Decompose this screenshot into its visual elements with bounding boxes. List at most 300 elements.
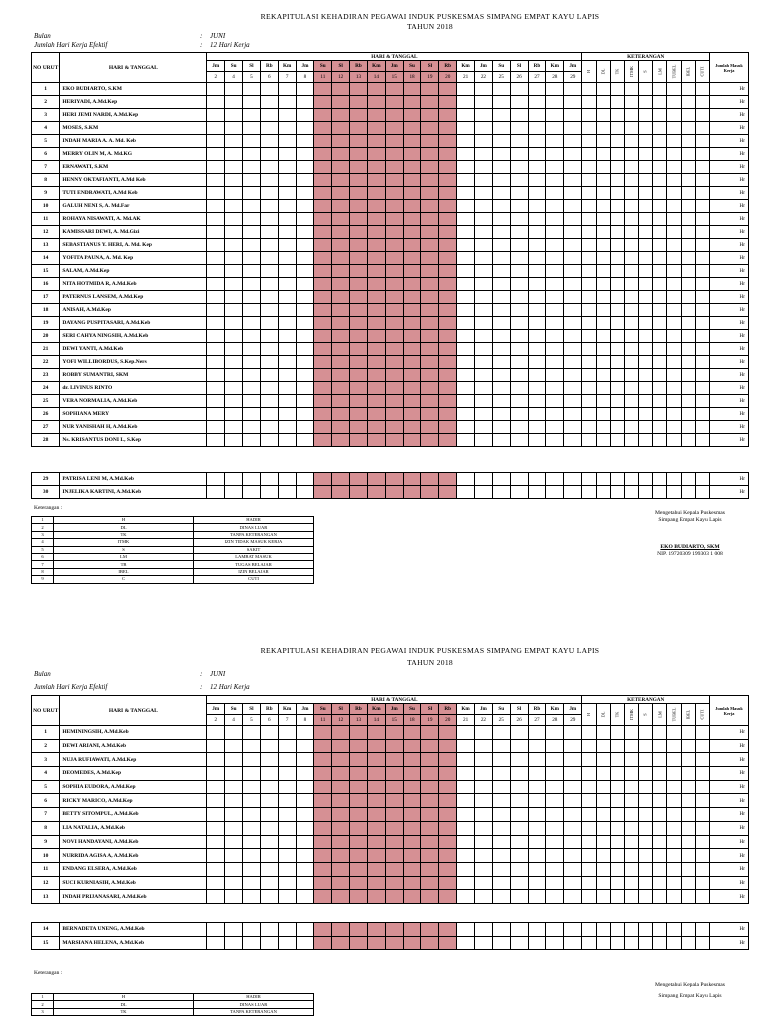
day-name-cell: Km: [546, 61, 564, 72]
attendance-cell: [314, 922, 332, 936]
date-cell: 7: [278, 715, 296, 726]
attendance-cell: [260, 148, 278, 161]
attendance-cell: [278, 369, 296, 382]
attendance-cell: [385, 726, 403, 740]
attendance-cell: [403, 83, 421, 96]
attendance-cell: [564, 148, 582, 161]
attendance-cell: [564, 187, 582, 200]
attendance-cell: [510, 821, 528, 835]
employee-name: NITA HOTMIDA R, A.Md.Keb: [60, 278, 207, 291]
attendance-cell: [421, 408, 439, 421]
attendance-cell: [260, 174, 278, 187]
status-code-header: [610, 704, 624, 726]
status-count-cell: [695, 780, 709, 794]
status-count-cell: [610, 291, 624, 304]
attendance-cell: [510, 148, 528, 161]
attendance-cell: [439, 226, 457, 239]
employee-number: 6: [32, 794, 60, 808]
attendance-cell: [439, 278, 457, 291]
employee-number: 17: [32, 291, 60, 304]
attendance-cell: [564, 808, 582, 822]
status-count-cell: [582, 122, 596, 135]
attendance-cell: [439, 890, 457, 904]
attendance-cell: [332, 408, 350, 421]
attendance-cell: [207, 356, 225, 369]
attendance-cell: [528, 174, 546, 187]
status-count-cell: [610, 808, 624, 822]
attendance-cell: [510, 317, 528, 330]
date-cell: 6: [260, 72, 278, 83]
employee-row: [32, 96, 749, 109]
attendance-cell: [421, 780, 439, 794]
attendance-cell: [528, 213, 546, 226]
day-name-cell: Jm: [296, 61, 314, 72]
status-count-cell: [596, 808, 610, 822]
legend-code: H: [54, 994, 194, 1001]
attendance-cell: [528, 343, 546, 356]
employee-number: 25: [32, 395, 60, 408]
status-count-cell: [681, 343, 695, 356]
status-count-cell: [653, 291, 667, 304]
hari-kerja-colon: :: [200, 41, 203, 49]
status-count-cell: [695, 382, 709, 395]
status-count-cell: [681, 278, 695, 291]
attendance-cell: [278, 767, 296, 781]
attendance-cell: [243, 821, 261, 835]
attendance-cell: [546, 83, 564, 96]
attendance-cell: [546, 330, 564, 343]
status-count-cell: [610, 434, 624, 447]
attendance-cell: [332, 96, 350, 109]
status-code-header: [596, 61, 610, 83]
attendance-cell: [314, 304, 332, 317]
employee-name: HEMININGSIH, A.Md.Keb: [60, 726, 207, 740]
status-count-cell: [610, 821, 624, 835]
attendance-cell: [439, 821, 457, 835]
attendance-cell: [225, 356, 243, 369]
status-count-cell: [639, 382, 653, 395]
employee-name: INJELIKA KARTINI, A.Md.Keb: [60, 486, 207, 499]
status-count-cell: [653, 304, 667, 317]
attendance-cell: [332, 291, 350, 304]
bulan-value: JUNI: [210, 32, 226, 40]
day-name-cell: Rb: [528, 704, 546, 715]
attendance-cell: [350, 109, 368, 122]
attendance-cell: [243, 739, 261, 753]
employee-name: DEWI YANTI, A.Md.Keb: [60, 343, 207, 356]
hr-cell: Hr: [709, 922, 748, 936]
day-name-cell: Rb: [350, 704, 368, 715]
status-count-cell: [653, 876, 667, 890]
date-cell: 26: [510, 715, 528, 726]
attendance-cell: [332, 922, 350, 936]
attendance-cell: [260, 395, 278, 408]
status-count-cell: [639, 739, 653, 753]
attendance-cell: [564, 876, 582, 890]
attendance-cell: [403, 862, 421, 876]
attendance-cell: [492, 835, 510, 849]
attendance-cell: [278, 135, 296, 148]
status-count-cell: [695, 808, 709, 822]
attendance-cell: [564, 739, 582, 753]
attendance-cell: [332, 187, 350, 200]
status-count-cell: [624, 213, 638, 226]
status-count-cell: [582, 862, 596, 876]
attendance-cell: [243, 252, 261, 265]
status-count-cell: [596, 148, 610, 161]
attendance-cell: [314, 821, 332, 835]
status-count-cell: [582, 83, 596, 96]
attendance-cell: [474, 278, 492, 291]
attendance-cell: [207, 83, 225, 96]
attendance-cell: [314, 862, 332, 876]
legend-number: 9: [32, 576, 54, 583]
attendance-cell: [243, 278, 261, 291]
status-count-cell: [596, 226, 610, 239]
attendance-cell: [385, 486, 403, 499]
status-count-cell: [582, 187, 596, 200]
attendance-cell: [260, 343, 278, 356]
status-code-header: [582, 704, 596, 726]
attendance-cell: [314, 343, 332, 356]
attendance-cell: [243, 473, 261, 486]
attendance-cell: [332, 135, 350, 148]
attendance-cell: [350, 213, 368, 226]
status-count-cell: [667, 808, 681, 822]
status-count-cell: [667, 486, 681, 499]
signature-line2: Simpang Empat Kayu Lapis: [658, 517, 722, 523]
attendance-cell: [564, 161, 582, 174]
attendance-cell: [492, 278, 510, 291]
attendance-cell: [474, 862, 492, 876]
attendance-cell: [385, 408, 403, 421]
attendance-cell: [350, 252, 368, 265]
status-count-cell: [681, 83, 695, 96]
attendance-cell: [243, 239, 261, 252]
spacer-row: [32, 903, 749, 922]
attendance-cell: [528, 753, 546, 767]
attendance-cell: [243, 849, 261, 863]
attendance-cell: [207, 135, 225, 148]
attendance-cell: [350, 148, 368, 161]
day-name-cell: Km: [367, 61, 385, 72]
status-count-cell: [667, 200, 681, 213]
attendance-cell: [296, 890, 314, 904]
status-count-cell: [667, 96, 681, 109]
attendance-cell: [564, 291, 582, 304]
status-count-cell: [610, 265, 624, 278]
signature-line1: Mengetahui Kepala Puskesmas: [655, 510, 725, 516]
attendance-cell: [492, 135, 510, 148]
attendance-cell: [260, 200, 278, 213]
status-count-cell: [681, 890, 695, 904]
status-count-cell: [653, 148, 667, 161]
status-count-cell: [653, 421, 667, 434]
status-count-cell: [610, 739, 624, 753]
attendance-cell: [314, 265, 332, 278]
attendance-cell: [385, 265, 403, 278]
attendance-cell: [474, 753, 492, 767]
attendance-cell: [367, 767, 385, 781]
date-cell: 13: [350, 715, 368, 726]
employee-row: [32, 821, 749, 835]
status-count-cell: [624, 382, 638, 395]
status-count-cell: [681, 434, 695, 447]
day-name-cell: Km: [457, 61, 475, 72]
employee-row: [32, 278, 749, 291]
attendance-cell: [403, 200, 421, 213]
attendance-cell: [243, 213, 261, 226]
employee-row: [32, 213, 749, 226]
attendance-cell: [332, 109, 350, 122]
status-code-header: [653, 704, 667, 726]
attendance-cell: [421, 835, 439, 849]
status-count-cell: [653, 83, 667, 96]
attendance-cell: [403, 317, 421, 330]
status-count-cell: [695, 213, 709, 226]
day-name-cell: Su: [403, 704, 421, 715]
hr-cell: Hr: [709, 382, 748, 395]
status-count-cell: [667, 109, 681, 122]
attendance-cell: [225, 739, 243, 753]
date-cell: 25: [492, 715, 510, 726]
attendance-cell: [243, 486, 261, 499]
hr-cell: Hr: [709, 304, 748, 317]
attendance-cell: [492, 922, 510, 936]
employee-name: MARSIANA HELENA, A.Md.Keb: [60, 936, 207, 950]
attendance-cell: [439, 135, 457, 148]
attendance-cell: [457, 794, 475, 808]
status-count-cell: [681, 835, 695, 849]
attendance-cell: [546, 794, 564, 808]
attendance-cell: [278, 174, 296, 187]
attendance-cell: [510, 434, 528, 447]
attendance-cell: [385, 317, 403, 330]
attendance-cell: [332, 395, 350, 408]
bulan-colon: :: [200, 670, 203, 678]
hr-cell: Hr: [709, 739, 748, 753]
status-count-cell: [624, 767, 638, 781]
attendance-cell: [403, 753, 421, 767]
attendance-cell: [243, 330, 261, 343]
attendance-cell: [367, 291, 385, 304]
attendance-cell: [528, 835, 546, 849]
employee-number: 14: [32, 252, 60, 265]
attendance-cell: [207, 890, 225, 904]
status-count-cell: [639, 330, 653, 343]
attendance-cell: [367, 382, 385, 395]
employee-row: [32, 808, 749, 822]
attendance-cell: [474, 187, 492, 200]
attendance-cell: [332, 200, 350, 213]
attendance-cell: [350, 317, 368, 330]
attendance-cell: [528, 317, 546, 330]
status-count-cell: [596, 780, 610, 794]
attendance-cell: [260, 421, 278, 434]
attendance-cell: [403, 739, 421, 753]
attendance-cell: [225, 265, 243, 278]
employee-name: BETTY SITOMPUL, A.Md.Keb: [60, 808, 207, 822]
attendance-cell: [225, 343, 243, 356]
attendance-cell: [260, 726, 278, 740]
attendance-cell: [385, 278, 403, 291]
employee-row: [32, 161, 749, 174]
status-count-cell: [695, 849, 709, 863]
legend-row: [32, 576, 314, 583]
legend-description: DINAS LUAR: [194, 524, 314, 531]
status-count-cell: [653, 849, 667, 863]
attendance-cell: [367, 174, 385, 187]
employee-number: 9: [32, 835, 60, 849]
attendance-cell: [403, 161, 421, 174]
date-cell: 5: [243, 715, 261, 726]
status-code-label: LM: [657, 67, 663, 75]
status-count-cell: [624, 780, 638, 794]
attendance-cell: [243, 109, 261, 122]
date-cell: 28: [546, 72, 564, 83]
employee-row: [32, 876, 749, 890]
attendance-cell: [564, 421, 582, 434]
status-count-cell: [681, 226, 695, 239]
attendance-cell: [457, 135, 475, 148]
attendance-cell: [385, 473, 403, 486]
attendance-cell: [296, 291, 314, 304]
status-count-cell: [596, 890, 610, 904]
employee-number: 9: [32, 187, 60, 200]
employee-row: [32, 174, 749, 187]
status-count-cell: [667, 161, 681, 174]
attendance-cell: [260, 780, 278, 794]
attendance-cell: [367, 486, 385, 499]
status-count-cell: [667, 278, 681, 291]
status-count-cell: [695, 330, 709, 343]
attendance-cell: [439, 291, 457, 304]
hr-cell: Hr: [709, 767, 748, 781]
attendance-cell: [546, 343, 564, 356]
status-code-label: ITMK: [628, 708, 634, 720]
attendance-cell: [332, 122, 350, 135]
legend-description: LAMBAT MASUK: [194, 553, 314, 560]
attendance-cell: [385, 395, 403, 408]
attendance-cell: [528, 96, 546, 109]
status-count-cell: [624, 434, 638, 447]
employee-name: PATRISA LENI M, A.Md.Keb: [60, 473, 207, 486]
attendance-cell: [421, 330, 439, 343]
attendance-cell: [439, 330, 457, 343]
employee-name: MOSES, S.KM: [60, 122, 207, 135]
attendance-cell: [403, 96, 421, 109]
attendance-cell: [260, 486, 278, 499]
attendance-cell: [474, 890, 492, 904]
attendance-cell: [314, 148, 332, 161]
attendance-cell: [243, 794, 261, 808]
attendance-cell: [403, 135, 421, 148]
attendance-cell: [457, 726, 475, 740]
attendance-cell: [350, 239, 368, 252]
status-count-cell: [667, 83, 681, 96]
attendance-cell: [243, 356, 261, 369]
attendance-cell: [474, 161, 492, 174]
attendance-cell: [457, 876, 475, 890]
attendance-cell: [296, 187, 314, 200]
attendance-cell: [546, 821, 564, 835]
status-count-cell: [596, 434, 610, 447]
day-name-cell: Su: [314, 61, 332, 72]
status-count-cell: [624, 109, 638, 122]
employee-row: [32, 369, 749, 382]
employee-number: 8: [32, 821, 60, 835]
employee-row: [32, 148, 749, 161]
attendance-cell: [225, 780, 243, 794]
status-count-cell: [610, 200, 624, 213]
legend-number: 2: [32, 1001, 54, 1008]
attendance-cell: [260, 252, 278, 265]
legend-row: [32, 1008, 314, 1015]
attendance-cell: [457, 356, 475, 369]
attendance-cell: [403, 473, 421, 486]
attendance-cell: [314, 382, 332, 395]
attendance-cell: [546, 780, 564, 794]
status-count-cell: [582, 135, 596, 148]
status-count-cell: [639, 109, 653, 122]
attendance-cell: [564, 343, 582, 356]
attendance-cell: [350, 343, 368, 356]
attendance-cell: [474, 821, 492, 835]
attendance-cell: [546, 135, 564, 148]
status-count-cell: [695, 408, 709, 421]
attendance-cell: [314, 356, 332, 369]
attendance-cell: [260, 278, 278, 291]
attendance-cell: [314, 122, 332, 135]
status-count-cell: [681, 395, 695, 408]
attendance-cell: [457, 922, 475, 936]
hr-cell: Hr: [709, 421, 748, 434]
attendance-cell: [367, 278, 385, 291]
attendance-cell: [296, 109, 314, 122]
attendance-cell: [260, 239, 278, 252]
status-count-cell: [596, 936, 610, 950]
status-count-cell: [667, 304, 681, 317]
attendance-cell: [564, 226, 582, 239]
status-count-cell: [596, 291, 610, 304]
day-name-cell: Jm: [474, 704, 492, 715]
status-count-cell: [610, 794, 624, 808]
attendance-cell: [314, 936, 332, 950]
attendance-cell: [474, 922, 492, 936]
employee-name: SEBASTIANUS Y. HERI, A. Md. Kep: [60, 239, 207, 252]
attendance-cell: [296, 135, 314, 148]
attendance-cell: [439, 808, 457, 822]
employee-number: 16: [32, 278, 60, 291]
legend-description: CUTI: [194, 576, 314, 583]
attendance-cell: [510, 226, 528, 239]
hr-cell: Hr: [709, 486, 748, 499]
employee-name: ENDANG ELSERA, A.Md.Keb: [60, 862, 207, 876]
attendance-cell: [474, 369, 492, 382]
status-count-cell: [667, 343, 681, 356]
attendance-cell: [564, 753, 582, 767]
attendance-cell: [510, 835, 528, 849]
day-name-cell: Km: [367, 704, 385, 715]
legend-number: 5: [32, 546, 54, 553]
attendance-cell: [492, 890, 510, 904]
attendance-cell: [296, 252, 314, 265]
attendance-cell: [421, 486, 439, 499]
status-count-cell: [624, 369, 638, 382]
attendance-cell: [332, 726, 350, 740]
attendance-cell: [564, 780, 582, 794]
attendance-cell: [225, 821, 243, 835]
